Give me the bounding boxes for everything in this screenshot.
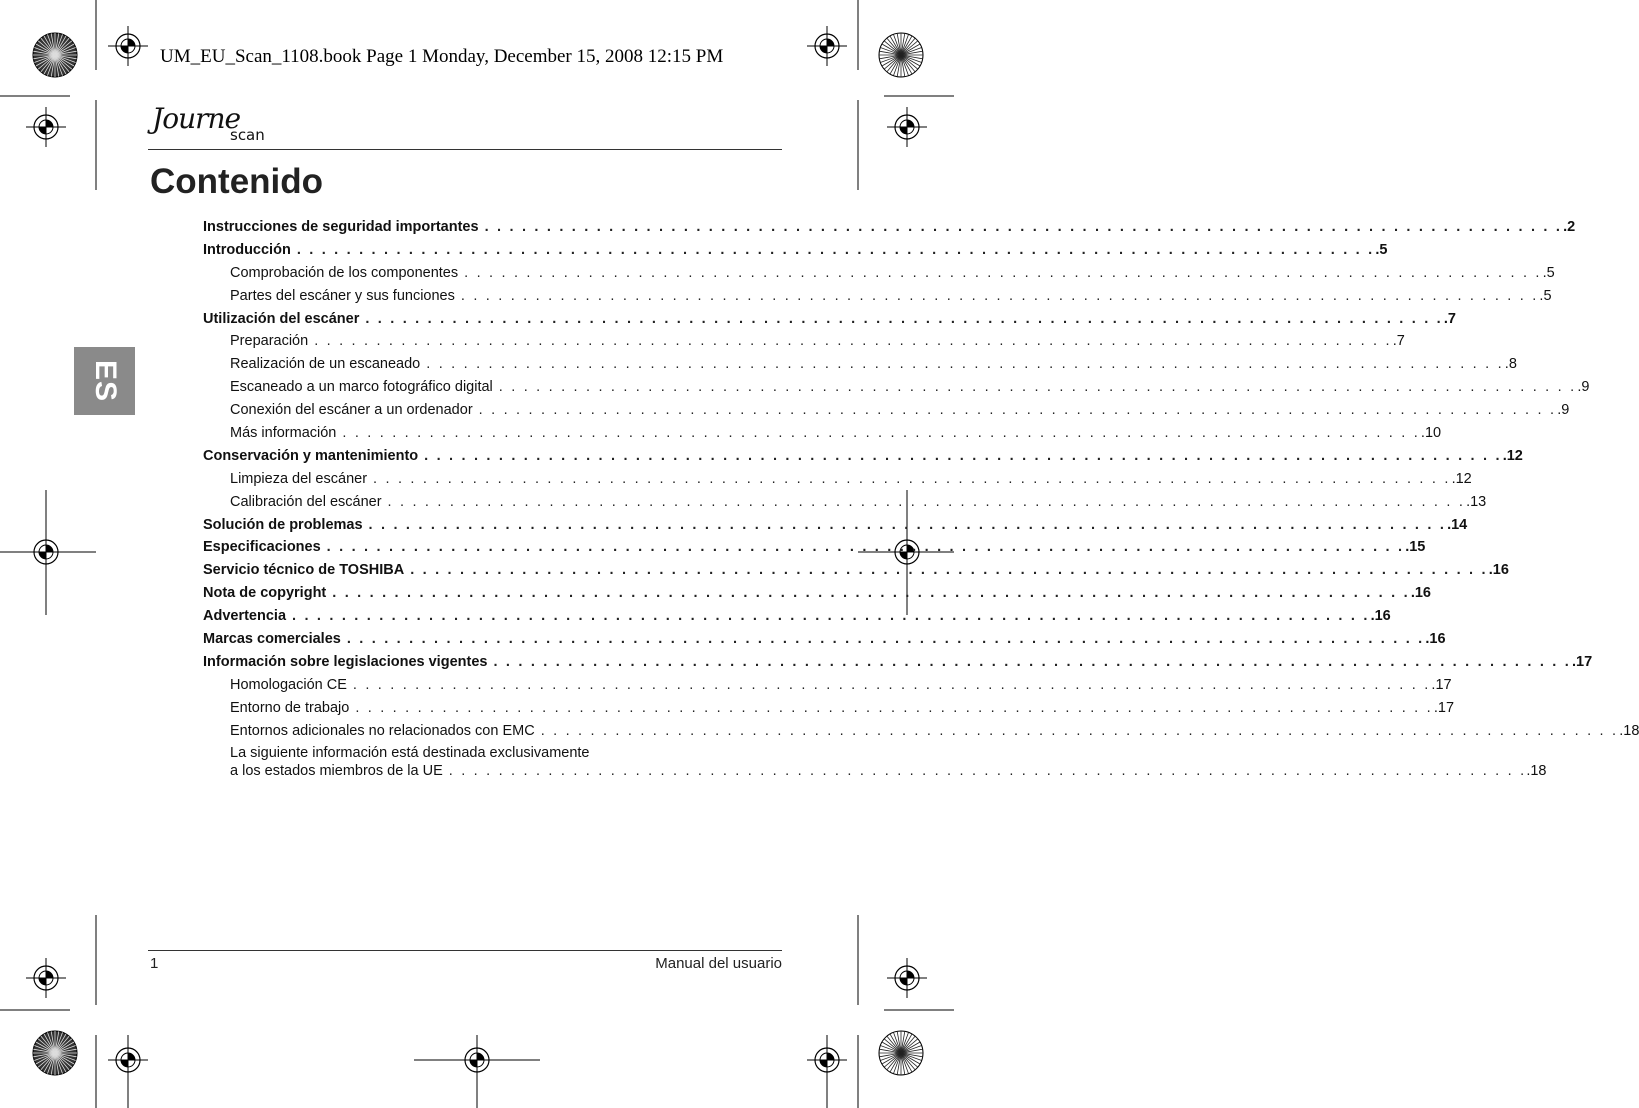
toc-entry-page: .5 — [1375, 241, 1388, 258]
toc-entry-page: .13 — [1466, 493, 1487, 510]
toc-entry-conexion[interactable] — [203, 402, 1570, 425]
toc-entry-solucion[interactable] — [203, 516, 1468, 540]
toc-entry-label: Calibración del escáner — [230, 493, 382, 510]
toc-entry-homologacion[interactable] — [203, 676, 1452, 700]
dot-leader: . . . . . . . . . . . . . . . . . . . . . . . . . . . . . . . . . . . . . . . . . . . . . . . . . . . . . . . . . . . . . . . . . . . . . . . . . . . . . . . . . . . . . . . — [332, 585, 1410, 602]
dot-leader: . . . . . . . . . . . . . . . . . . . . . . . . . . . . . . . . . . . . . . . . . . . . . . . . . . . . . . . . . . . . . . . . . . . . . . . . . . . . . . . . . . . . . . . — [460, 287, 1539, 304]
logo-script-text: Journe — [152, 102, 241, 135]
dot-leader: . . . . . . . . . . . . . . . . . . . . . . . . . . . . . . . . . . . . . . . . . . . . . . . . . . . . . . . . . . . . . . . . . . . . . . . . . . . . . . . . . . . . . . . — [464, 264, 1542, 281]
table-of-contents — [203, 219, 1639, 785]
toc-entry-page: .5 — [1542, 264, 1555, 281]
dot-leader: . . . . . . . . . . . . . . . . . . . . . . . . . . . . . . . . . . . . . . . . . . . . . . . . . . . . . . . . . . . . . . . . . . . . . . . . . . . . . . . . . . . . . . . — [352, 676, 1431, 693]
toc-entry-page: .9 — [1577, 379, 1590, 396]
dot-leader: . . . . . . . . . . . . . . . . . . . . . . . . . . . . . . . . . . . . . . . . . . . . . . . . . . . . . . . . . . . . . . . . . . . . . . . . . . . . . . . . . . . . . . . — [292, 608, 1370, 625]
footer-title: Manual del usuario — [655, 955, 782, 972]
toc-entry-page: .15 — [1405, 539, 1426, 556]
toc-entry-marco[interactable] — [203, 379, 1590, 402]
dot-leader: . . . . . . . . . . . . . . . . . . . . . . . . . . . . . . . . . . . . . . . . . . . . . . . . . . . . . . . . . . . . . . . . . . . . . . . . . . . . . . . . . . . . . . . — [355, 699, 1433, 716]
page-title: Contenido — [150, 162, 324, 201]
toc-entry-entornos-emc[interactable] — [203, 722, 1639, 746]
toc-entry-page: .16 — [1488, 562, 1509, 579]
toc-entry-page: .9 — [1557, 402, 1570, 419]
toc-entry-page: .12 — [1451, 470, 1472, 487]
toc-entry-page: .18 — [1526, 763, 1547, 780]
toc-entry-label: Entorno de trabajo — [230, 699, 350, 716]
header-rule — [148, 149, 782, 150]
toc-entry-page: .16 — [1425, 631, 1446, 648]
journe-scan-logo — [148, 102, 288, 152]
toc-entry-page: .7 — [1392, 333, 1405, 350]
dot-leader: . . . . . . . . . . . . . . . . . . . . . . . . . . . . . . . . . . . . . . . . . . . . . . . . . . . . . . . . . . . . . . . . . . . . . . . . . . . . . . . . . . . . . . . — [365, 310, 1443, 327]
page-number: 1 — [150, 955, 159, 972]
toc-entry-label: Servicio técnico de TOSHIBA — [203, 562, 405, 579]
dot-leader: . . . . . . . . . . . . . . . . . . . . . . . . . . . . . . . . . . . . . . . . . . . . . . . . . . . . . . . . . . . . . . . . . . . . . . . . . . . . . . . . . . . . . . . — [314, 333, 1392, 350]
toc-entry-page: .12 — [1502, 447, 1523, 464]
toc-entry-label: Entornos adicionales no relacionados con EMC — [230, 722, 535, 739]
toc-entry-label: Preparación — [230, 333, 309, 350]
toc-entry-label: Utilización del escáner — [203, 310, 360, 327]
toc-entry-realizacion[interactable] — [203, 356, 1517, 379]
toc-entry-page: .8 — [1504, 356, 1517, 373]
toc-entry-entorno[interactable] — [203, 699, 1455, 723]
toc-entry-servicio[interactable] — [203, 562, 1509, 585]
toc-entry-label: Advertencia — [203, 608, 287, 625]
toc-entry-introduccion[interactable] — [203, 241, 1388, 265]
dot-leader: . . . . . . . . . . . . . . . . . . . . . . . . . . . . . . . . . . . . . . . . . . . . . . . . . . . . . . . . . . . . . . . . . . . . . . . . . . . . . . . . . . . . . . . — [346, 631, 1425, 648]
toc-entry-label-line2: a los estados miembros de la UE — [230, 763, 443, 780]
toc-entry-mas-informacion[interactable] — [203, 425, 1442, 448]
dot-leader: . . . . . . . . . . . . . . . . . . . . . . . . . . . . . . . . . . . . . . . . . . . . . . . . . . . . . . . . . . . . . . . . . . . . . . . . . . . . . . . . . . . . . . . — [373, 470, 1451, 487]
dot-leader: . . . . . . . . . . . . . . . . . . . . . . . . . . . . . . . . . . . . . . . . . . . . . . . . . . . . . . . . . . . . . . . . . . . . . . . . . . . . . . . . . . . . . . . — [448, 763, 1527, 780]
toc-entry-page: .16 — [1370, 608, 1391, 625]
toc-entry-page: .2 — [1563, 219, 1576, 235]
toc-entry-marcas[interactable] — [203, 631, 1446, 654]
toc-entry-label: Más información — [230, 425, 337, 442]
toc-entry-label: Especificaciones — [203, 539, 321, 556]
toc-entry-page: .18 — [1619, 722, 1639, 739]
dot-leader: . . . . . . . . . . . . . . . . . . . . . . . . . . . . . . . . . . . . . . . . . . . . . . . . . . . . . . . . . . . . . . . . . . . . . . . . . . . . . . . . . . . . . . . — [368, 516, 1447, 533]
footer-rule — [148, 950, 782, 951]
toc-entry-copyright[interactable] — [203, 585, 1431, 608]
toc-entry-label: Nota de copyright — [203, 585, 327, 602]
toc-entry-label-line1: La siguiente información está destinada exclusivamente — [230, 745, 590, 762]
toc-entry-page: .16 — [1410, 585, 1431, 602]
toc-entry-comprobacion[interactable] — [203, 264, 1555, 288]
dot-leader: . . . . . . . . . . . . . . . . . . . . . . . . . . . . . . . . . . . . . . . . . . . . . . . . . . . . . . . . . . . . . . . . . . . . . . . . . . . . . . . . . . . . . . . — [498, 379, 1577, 396]
toc-entry-conservacion[interactable] — [203, 447, 1523, 471]
toc-entry-preparacion[interactable] — [203, 333, 1405, 356]
dot-leader: . . . . . . . . . . . . . . . . . . . . . . . . . . . . . . . . . . . . . . . . . . . . . . . . . . . . . . . . . . . . . . . . . . . . . . . . . . . . . . . . . . . . . . . — [484, 219, 1563, 235]
toc-entry-label: Comprobación de los componentes — [230, 264, 459, 281]
toc-entry-page: .5 — [1539, 287, 1552, 304]
toc-entry-especificaciones[interactable] — [203, 539, 1426, 562]
toc-entry-estados-miembros[interactable] — [203, 745, 1547, 785]
toc-entry-page: .10 — [1420, 425, 1442, 442]
dot-leader: . . . . . . . . . . . . . . . . . . . . . . . . . . . . . . . . . . . . . . . . . . . . . . . . . . . . . . . . . . . . . . . . . . . . . . . . . . . . . . . . . . . . . . . — [326, 539, 1405, 556]
toc-entry-seguridad[interactable] — [203, 219, 1576, 242]
dot-leader: . . . . . . . . . . . . . . . . . . . . . . . . . . . . . . . . . . . . . . . . . . . . . . . . . . . . . . . . . . . . . . . . . . . . . . . . . . . . . . . . . . . . . . . — [387, 493, 1466, 510]
print-slug-line: UM_EU_Scan_1108.book Page 1 Monday, December 15, 2008 12:15 PM — [160, 46, 724, 67]
toc-entry-page: .17 — [1433, 699, 1455, 716]
toc-entry-label: Escaneado a un marco fotográfico digital — [230, 379, 493, 396]
toc-entry-page: .7 — [1443, 310, 1456, 327]
toc-entry-partes[interactable] — [203, 287, 1552, 311]
dot-leader: . . . . . . . . . . . . . . . . . . . . . . . . . . . . . . . . . . . . . . . . . . . . . . . . . . . . . . . . . . . . . . . . . . . . . . . . . . . . . . . . . . . . . . . — [540, 722, 1619, 739]
toc-entry-limpieza[interactable] — [203, 470, 1472, 494]
toc-entry-page: .17 — [1572, 653, 1593, 670]
toc-entry-label: Instrucciones de seguridad importantes — [203, 219, 479, 235]
dot-leader: . . . . . . . . . . . . . . . . . . . . . . . . . . . . . . . . . . . . . . . . . . . . . . . . . . . . . . . . . . . . . . . . . . . . . . . . . . . . . . . . . . . . . . . — [426, 356, 1504, 373]
dot-leader: . . . . . . . . . . . . . . . . . . . . . . . . . . . . . . . . . . . . . . . . . . . . . . . . . . . . . . . . . . . . . . . . . . . . . . . . . . . . . . . . . . . . . . . — [478, 402, 1557, 419]
language-tab — [74, 347, 135, 415]
toc-entry-label: Marcas comerciales — [203, 631, 341, 648]
toc-entry-label: Solución de problemas — [203, 516, 363, 533]
toc-entry-legislaciones[interactable] — [203, 653, 1593, 677]
dot-leader: . . . . . . . . . . . . . . . . . . . . . . . . . . . . . . . . . . . . . . . . . . . . . . . . . . . . . . . . . . . . . . . . . . . . . . . . . . . . . . . . . . . . . . . — [296, 241, 1375, 258]
language-tab-label: ES — [88, 359, 122, 403]
dot-leader: . . . . . . . . . . . . . . . . . . . . . . . . . . . . . . . . . . . . . . . . . . . . . . . . . . . . . . . . . . . . . . . . . . . . . . . . . . . . . . . . . . . . . . . — [342, 425, 1420, 442]
toc-entry-label: Realización de un escaneado — [230, 356, 421, 373]
toc-entry-label: Partes del escáner y sus funciones — [230, 287, 455, 304]
toc-entry-label: Conservación y mantenimiento — [203, 447, 419, 464]
toc-entry-label: Introducción — [203, 241, 291, 258]
toc-entry-label: Información sobre legislaciones vigentes — [203, 653, 488, 670]
logo-sub-text: scan — [230, 126, 265, 144]
toc-entry-label: Limpieza del escáner — [230, 470, 368, 487]
dot-leader: . . . . . . . . . . . . . . . . . . . . . . . . . . . . . . . . . . . . . . . . . . . . . . . . . . . . . . . . . . . . . . . . . . . . . . . . . . . . . . . . . . . . . . . — [424, 447, 1502, 464]
toc-entry-utilizacion[interactable] — [203, 310, 1456, 334]
toc-entry-page: .17 — [1431, 676, 1452, 693]
dot-leader: . . . . . . . . . . . . . . . . . . . . . . . . . . . . . . . . . . . . . . . . . . . . . . . . . . . . . . . . . . . . . . . . . . . . . . . . . . . . . . . . . . . . . . . — [493, 653, 1571, 670]
toc-entry-page: .14 — [1447, 516, 1468, 533]
toc-entry-calibracion[interactable] — [203, 493, 1487, 517]
toc-entry-label: Conexión del escáner a un ordenador — [230, 402, 473, 419]
toc-entry-label: Homologación CE — [230, 676, 347, 693]
dot-leader: . . . . . . . . . . . . . . . . . . . . . . . . . . . . . . . . . . . . . . . . . . . . . . . . . . . . . . . . . . . . . . . . . . . . . . . . . . . . . . . . . . . . . . . — [410, 562, 1488, 579]
toc-entry-advertencia[interactable] — [203, 608, 1391, 631]
